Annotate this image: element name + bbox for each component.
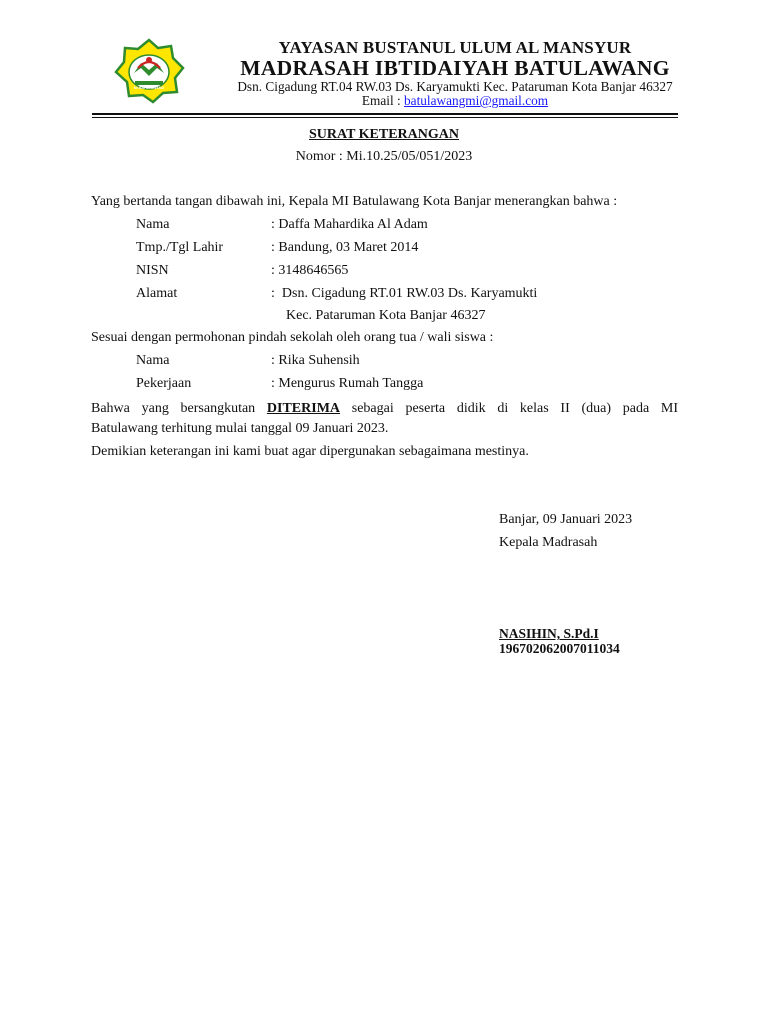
- document-title: SURAT KETERANGAN: [308, 127, 459, 142]
- student-nisn-label: NISN: [136, 263, 169, 278]
- statement-accepted: DITERIMA: [266, 401, 341, 416]
- signature-name: NASIHIN, S.Pd.I: [499, 626, 599, 641]
- parent-job-label: Pekerjaan: [136, 376, 192, 391]
- school-address: Dsn. Cigadung RT.04 RW.03 Ds. Karyamukti Kec. Pataruman Kota Banjar 46327: [237, 79, 673, 94]
- statement-post: sebagai peserta didik di kelas II (dua) pada MI: [340, 401, 678, 416]
- parent-job-value: : Mengurus Rumah Tangga: [271, 376, 424, 391]
- statement-pre: Bahwa yang bersangkutan: [91, 401, 267, 416]
- parent-name-value: : Rika Suhensih: [271, 353, 360, 368]
- parent-name-label: Nama: [136, 353, 170, 368]
- statement-line-1: [91, 397, 678, 420]
- student-address-value: : Dsn. Cigadung RT.01 RW.03 Ds. Karyamukti: [271, 286, 538, 301]
- student-name-value: : Daffa Mahardika Al Adam: [271, 217, 428, 232]
- foundation-name: YAYASAN BUSTANUL ULUM AL MANSYUR: [278, 38, 632, 57]
- letterhead-divider-thick: [92, 113, 678, 115]
- signature-place-date: Banjar, 09 Januari 2023: [499, 512, 633, 527]
- student-address-continued: Kec. Pataruman Kota Banjar 46327: [286, 308, 486, 323]
- request-text: Sesuai dengan permohonan pindah sekolah oleh orang tua / wali siswa :: [91, 330, 494, 345]
- signature-nip: 196702062007011034: [499, 641, 620, 656]
- email-link[interactable]: batulawangmi@gmail.com: [404, 93, 549, 108]
- closing-text: Demikian keterangan ini kami buat agar dipergunakan sebagaimana mestinya.: [91, 444, 529, 459]
- signature-position: Kepala Madrasah: [499, 535, 598, 550]
- logo-text: MI BATULAWANG: [133, 86, 165, 90]
- school-logo: [113, 38, 185, 104]
- school-email-line: [190, 93, 720, 109]
- email-label: Email :: [361, 93, 405, 108]
- student-address-label: Alamat: [136, 286, 178, 301]
- intro-text: Yang bertanda tangan dibawah ini, Kepala MI Batulawang Kota Banjar menerangkan bahwa :: [91, 194, 618, 209]
- document-number: Nomor : Mi.10.25/05/051/2023: [295, 149, 473, 164]
- student-name-label: Nama: [136, 217, 170, 232]
- student-nisn-value: : 3148646565: [271, 263, 349, 278]
- logo-emblem-shape: [116, 40, 183, 102]
- student-birth-label: Tmp./Tgl Lahir: [136, 240, 224, 255]
- school-name: MADRASAH IBTIDAIYAH BATULAWANG: [240, 56, 670, 80]
- student-birth-value: : Bandung, 03 Maret 2014: [271, 240, 419, 255]
- letterhead-divider-thin: [92, 117, 678, 118]
- statement-line-2: Batulawang terhitung mulai tanggal 09 Januari 2023.: [91, 421, 389, 436]
